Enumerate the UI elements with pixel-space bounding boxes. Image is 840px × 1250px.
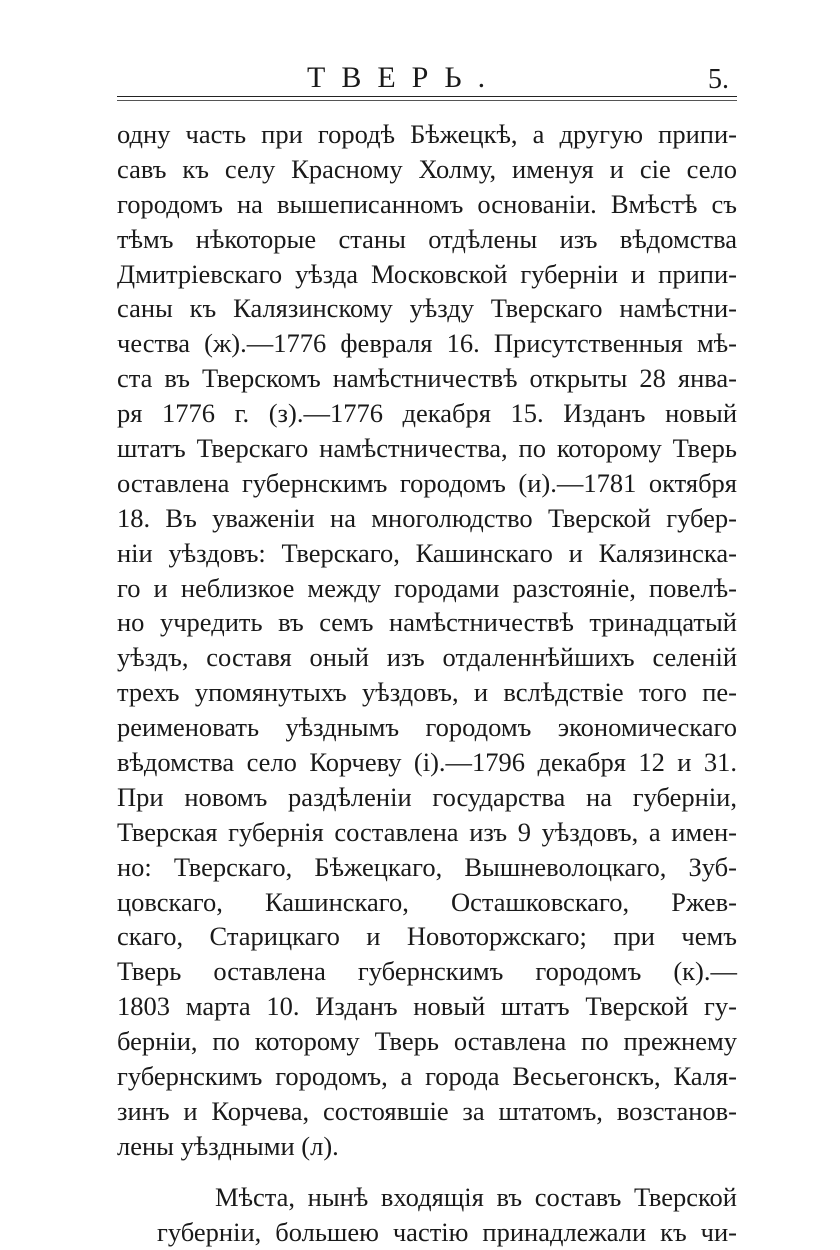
text-line: Дмитріевскаго уѣзда Московской губерніи и припи- xyxy=(117,258,737,289)
text-line: реименовать уѣзднымъ городомъ экономическаго xyxy=(117,712,737,743)
text-line: уѣздъ, составя оный изъ отдаленнѣйшихъ селеній xyxy=(117,642,737,673)
text-line: берніи, по которому Тверь оставлена по прежнему xyxy=(117,1026,737,1057)
text-line: одну часть при городѣ Бѣжецкѣ, а другую припи- xyxy=(117,119,737,149)
text-line: губернскимъ городомъ, а города Весьегонскъ, Каля- xyxy=(117,1061,737,1092)
header-rule xyxy=(117,96,737,97)
text-line: 18. Въ уваженіи на многолюдство Тверской губер- xyxy=(117,502,737,533)
running-title: ТВЕРЬ. xyxy=(307,61,502,94)
text-line: тѣмъ нѣкоторые станы отдѣлены изъ вѣдомства xyxy=(117,223,737,254)
text-line: го и неблизкое между городами разстояніе, повелѣ- xyxy=(117,572,737,603)
text-line: вѣдомства село Корчеву (і).—1796 декабря 12 и 31. xyxy=(117,747,737,778)
text-line: трехъ упомянутыхъ уѣздовъ, и вслѣдствіе того пе- xyxy=(117,677,737,708)
text-line: саны къ Калязинскому уѣзду Тверскаго намѣстни- xyxy=(117,293,737,324)
paragraph-1 xyxy=(117,117,737,1164)
text-line: ря 1776 г. (з).—1776 декабря 15. Изданъ новый xyxy=(117,398,737,429)
text-line: ніи уѣздовъ: Тверскаго, Кашинскаго и Калязинска- xyxy=(117,537,737,568)
text-line: 1803 марта 10. Изданъ новый штатъ Тверской гу- xyxy=(117,991,737,1022)
text-line: штатъ Тверскаго намѣстничества, по которому Тверь xyxy=(117,433,737,464)
running-header xyxy=(117,58,737,100)
text-line: но учредить въ семъ намѣстничествѣ тринадцатый xyxy=(117,607,737,638)
text-line: чества (ж).—1776 февраля 16. Присутственныя мѣ- xyxy=(117,328,737,359)
paragraph-gap xyxy=(117,1164,737,1180)
text-line: При новомъ раздѣленіи государства на губерніи, xyxy=(117,781,737,812)
text-line: но: Тверскаго, Бѣжецкаго, Вышневолоцкаго, Зуб- xyxy=(117,851,737,882)
text-line: городомъ на вышеписанномъ основаніи. Вмѣстѣ съ xyxy=(117,188,737,219)
text-line: губерніи, большею частію принадлежали къ чи- xyxy=(157,1216,737,1247)
text-line: зинъ и Корчева, состоявшіе за штатомъ, возстанов- xyxy=(117,1095,737,1126)
text-line: Тверская губернія составлена изъ 9 уѣздовъ, а имен- xyxy=(117,816,737,847)
header-rule-thin xyxy=(117,100,737,101)
text-line: скаго, Старицкаго и Новоторжскаго; при чемъ xyxy=(117,921,737,952)
text-line: савъ къ селу Красному Холму, именуя и сіе село xyxy=(117,153,737,184)
body-text xyxy=(117,117,737,1250)
text-line: лены уѣздными (л). xyxy=(117,1130,339,1161)
text-line: Тверь оставлена губернскимъ городомъ (к).— xyxy=(117,956,737,987)
text-line: Мѣста, нынѣ входящія въ составъ Тверской xyxy=(215,1181,737,1212)
paragraph-2 xyxy=(117,1180,737,1250)
text-line: ста въ Тверскомъ намѣстничествѣ открыты 28 янва- xyxy=(117,363,737,394)
page-number: 5. xyxy=(708,64,729,95)
text-line: оставлена губернскимъ городомъ (и).—1781 октября xyxy=(117,467,737,498)
text-line: цовскаго, Кашинскаго, Осташковскаго, Ржев- xyxy=(117,886,737,917)
